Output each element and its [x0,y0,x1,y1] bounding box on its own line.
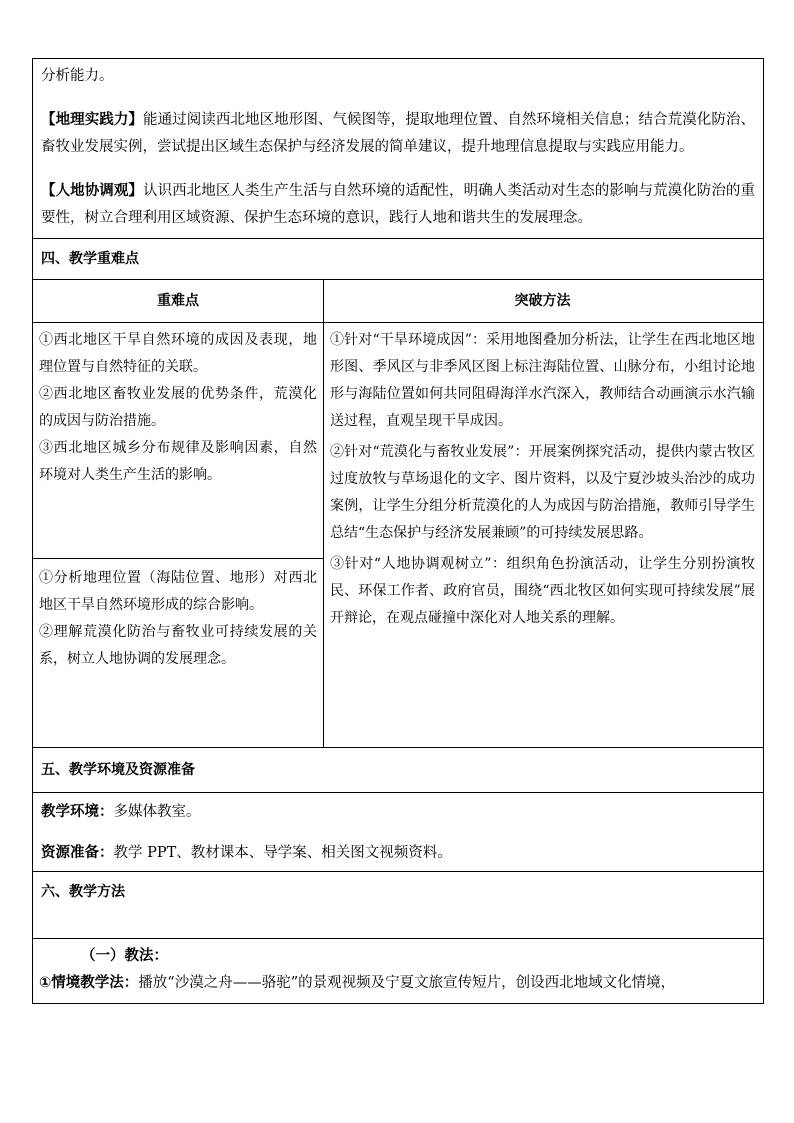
key-point-3: ③西北地区城乡分布规律及影响因素，自然环境对人类生产生活的影响。 [39,440,317,483]
section6-body [33,939,763,1003]
col-methods-header: 突破方法 [514,293,571,309]
practice-paragraph [41,107,755,161]
key-points-cell [33,323,323,559]
section6-header-cell [33,872,763,939]
method-3: ③针对“人地协调观树立”：组织角色扮演活动，让学生分别扮演牧民、环保工作者、政府官员，围绕“西北牧区如何实现可持续发展”展开辩论，在观点碰撞中深化对人地关系的理解。 [330,556,755,626]
harmony-paragraph [41,178,755,232]
key-point-2: ②西北地区畜牧业发展的优势条件，荒漠化的成因与防治措施。 [39,386,317,429]
harmony-label: 【人地协调观】 [41,183,144,199]
section4-header-row [33,280,763,323]
goals-cell [33,59,763,239]
key-point-1: ①西北地区干旱自然环境的成因及表现，地理位置与自然特征的关联。 [39,332,317,375]
difficult-point-1: ①分析地理位置（海陆位置、地形）对西北地区干旱自然环境形成的综合影响。 [39,570,317,613]
section4-title: 四、教学重难点 [33,239,763,280]
situation-method-text: 播放“沙漠之舟——骆驼”的景观视频及宁夏文旅宣传短片，创设西北地域文化情境， [138,975,676,991]
section6-title: 六、教学方法 [41,884,125,900]
difficult-points-cell [33,559,323,747]
methods-cell [324,323,761,747]
col-key-points-header: 重难点 [33,280,324,322]
teaching-method-subtitle [39,943,757,970]
situation-method-label: ①情境教学法： [39,975,139,991]
section5-cell [33,793,763,872]
resource-line [41,840,755,867]
section4-body-row [33,323,763,748]
lesson-plan-table [32,58,764,1004]
env-text: 多媒体教室。 [113,804,201,820]
practice-text: 能通过阅读西北地区地形图、气候图等，提取地理位置、自然环境相关信息；结合荒漠化防治、畜牧业发展实例，尝试提出区域生态保护与经济发展的简单建议，提升地理信息提取与实践应用能力。 [41,112,756,155]
key-difficult-column [33,323,324,747]
situation-method-line [39,970,757,997]
teaching-method-subtitle-text: （一）教法： [81,948,168,964]
resource-text: 教学 PPT、教材课本、导学案、相关图文视频资料。 [113,845,452,861]
method-1: ①针对“干旱环境成因”：采用地图叠加分析法，让学生在西北地区地形图、季风区与非季风区图上标注海陆位置、山脉分布，小组讨论地形与海陆位置如何共同阻碍海洋水汽深入，教师结合动画演示水汽输送过程，直观呈现干旱成因。 [330,332,755,429]
env-line [41,799,755,826]
harmony-text: 认识西北地区人类生产生活与自然环境的适配性，明确人类活动对生态的影响与荒漠化防治的重要性，树立合理利用区域资源、保护生态环境的意识，践行人地和谐共生的发展理念。 [41,183,756,226]
env-label: 教学环境： [41,804,114,820]
resource-label: 资源准备： [41,845,114,861]
section5-title: 五、教学环境及资源准备 [33,748,763,793]
difficult-point-2: ②理解荒漠化防治与畜牧业可持续发展的关系，树立人地协调的发展理念。 [39,624,317,667]
goals-top-line: 分析能力。 [41,68,114,84]
method-2: ②针对“荒漠化与畜牧业发展”：开展案例探究活动，提供内蒙古牧区过度放牧与草场退化的文字、图片资料，以及宁夏沙坡头治沙的成功案例，让学生分组分析荒漠化的人为成因与防治措施，教师引导学生总结“生态保护与经济发展兼顾”的可持续发展思路。 [330,444,755,541]
practice-label: 【地理实践力】 [41,112,144,128]
